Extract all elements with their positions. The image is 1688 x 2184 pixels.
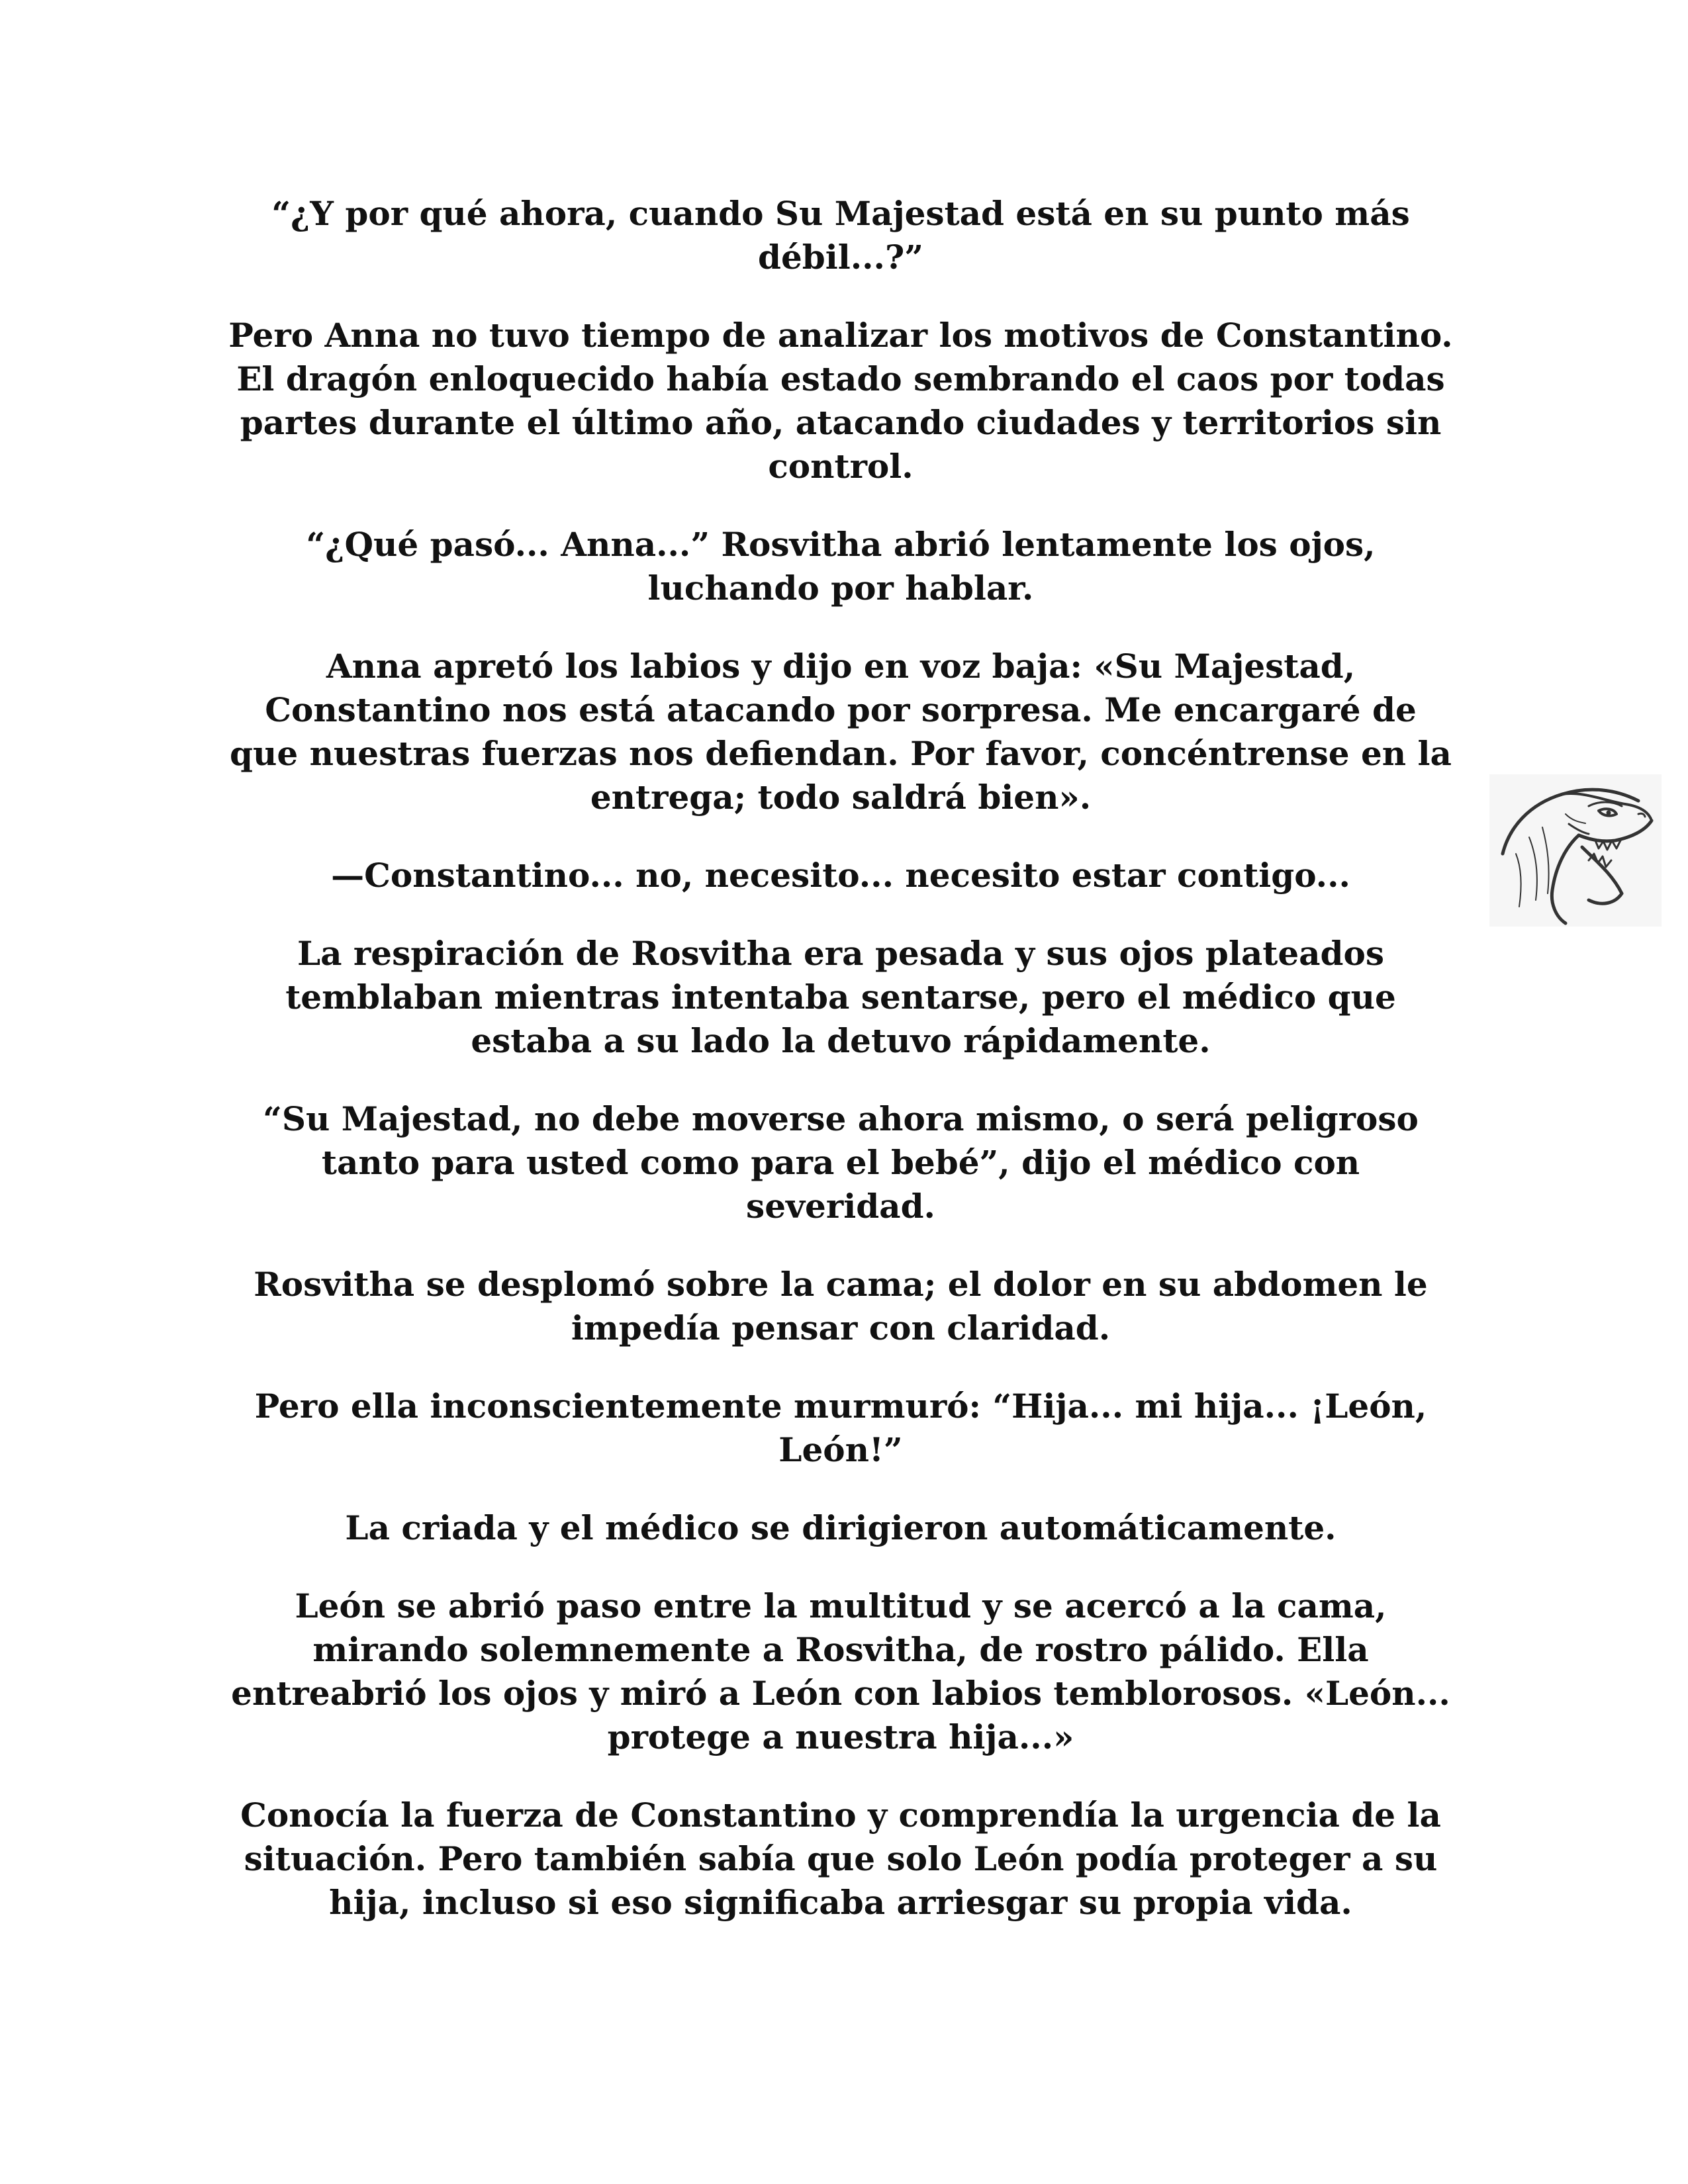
paragraph-9: Pero ella inconscientemente murmuró: “Hija... mi hija... ¡León, León!” — [254, 1387, 1427, 1469]
paragraph-4: Anna apretó los labios y dijo en voz baja: «Su Majestad, Constantino nos está atacando por sorpresa. Me encargaré de que nuestras fuerzas nos defiendan. Por favor, concéntrense en la entrega; todo saldrá bien». — [230, 647, 1452, 817]
paragraph-7: “Su Majestad, no debe moverse ahora mismo, o será peligroso tanto para usted como para el bebé”, dijo el médico con severidad. — [263, 1099, 1419, 1226]
paragraph-5: —Constantino... no, necesito... necesito estar contigo... — [331, 856, 1350, 895]
story-text — [225, 192, 1456, 1959]
paragraph-2: Pero Anna no tuvo tiempo de analizar los motivos de Constantino. El dragón enloquecido había estado sembrando el caos por todas partes durante el último año, atacando ciudades y territorios sin control. — [228, 316, 1453, 486]
paragraph-3: “¿Qué pasó... Anna...” Rosvitha abrió lentamente los ojos, luchando por hablar. — [306, 525, 1376, 608]
paragraph-10: La criada y el médico se dirigieron automáticamente. — [345, 1508, 1336, 1547]
dinosaur-sketch-icon — [1489, 774, 1662, 927]
paragraph-1: “¿Y por qué ahora, cuando Su Majestad está en su punto más débil...?” — [271, 194, 1410, 277]
paragraph-12: Conocía la fuerza de Constantino y comprendía la urgencia de la situación. Pero también sabía que solo León podía proteger a su hija, incluso si eso significaba arriesgar su propia vida. — [240, 1796, 1441, 1922]
paragraph-11: León se abrió paso entre la multitud y se acercó a la cama, mirando solemnemente a Rosvitha, de rostro pálido. Ella entreabrió los ojos y miró a León con labios temblorosos. «León... protege a nuestra hija...» — [231, 1586, 1450, 1756]
paragraph-8: Rosvitha se desplomó sobre la cama; el dolor en su abdomen le impedía pensar con claridad. — [254, 1265, 1428, 1347]
paragraph-6: La respiración de Rosvitha era pesada y sus ojos plateados temblaban mientras intentaba sentarse, pero el médico que estaba a su lado la detuvo rápidamente. — [285, 934, 1396, 1060]
